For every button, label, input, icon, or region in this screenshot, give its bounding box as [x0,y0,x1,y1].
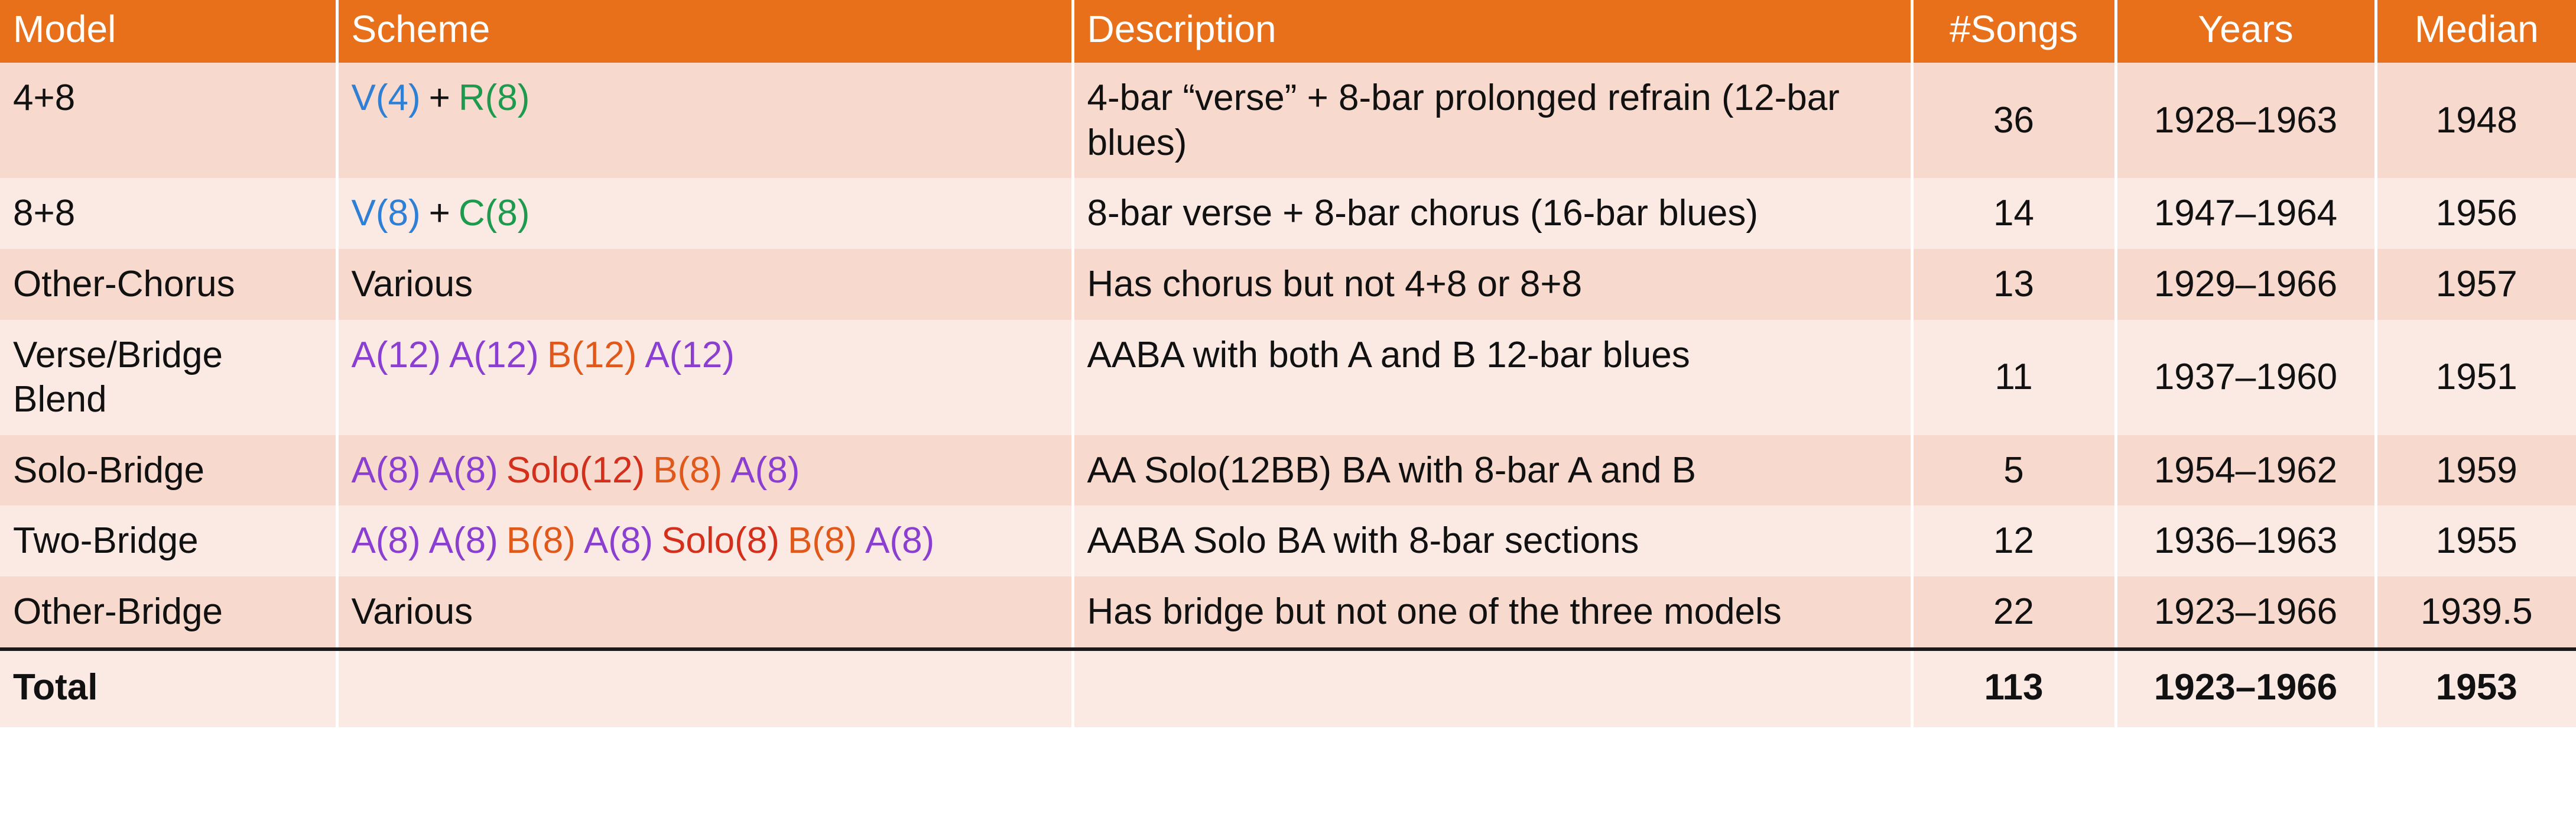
cell-years: 1947–1964 [2116,178,2376,249]
cell-median: 1939.5 [2376,576,2576,649]
scheme-token: A(8) [730,449,800,491]
table-body [0,63,2576,727]
scheme-token-list [352,193,530,234]
column-header-scheme: Scheme [337,0,1073,63]
cell-songs: 36 [1912,63,2116,178]
scheme-token-list [352,335,735,375]
cell-median: 1955 [2376,506,2576,576]
cell-years: 1923–1966 [2116,576,2376,649]
scheme-token: A(8) [428,449,498,491]
scheme-token: B(12) [547,334,637,375]
table-row [0,506,2576,576]
cell-description: AABA with both A and B 12-bar blues [1073,320,1912,435]
column-header-model: Model [0,0,337,63]
total-description [1073,649,1912,728]
column-header-median: Median [2376,0,2576,63]
cell-scheme [337,63,1073,178]
cell-songs: 11 [1912,320,2116,435]
scheme-token: Solo(8) [661,520,779,562]
cell-median: 1957 [2376,249,2576,320]
header-row [0,0,2576,63]
scheme-plain-text: Various [351,591,473,632]
cell-years: 1954–1962 [2116,435,2376,506]
cell-median: 1959 [2376,435,2576,506]
cell-scheme [337,435,1073,506]
scheme-token: A(8) [428,520,498,562]
scheme-plain-text: Various [351,263,473,304]
table-row [0,576,2576,649]
cell-description: Has chorus but not 4+8 or 8+8 [1073,249,1912,320]
cell-description: 8-bar verse + 8-bar chorus (16-bar blues) [1073,178,1912,249]
table-row [0,63,2576,178]
cell-scheme [337,576,1073,649]
cell-model: 8+8 [0,178,337,249]
cell-model: Solo-Bridge [0,435,337,506]
cell-description: AA Solo(12BB) BA with 8-bar A and B [1073,435,1912,506]
scheme-token: A(12) [645,334,735,375]
table-header [0,0,2576,63]
scheme-token: B(8) [787,520,857,562]
scheme-token: A(12) [449,334,539,375]
scheme-token: + [428,193,450,234]
cell-scheme [337,506,1073,576]
total-label: Total [0,649,337,728]
scheme-token: V(8) [351,193,421,234]
column-header-songs: #Songs [1912,0,2116,63]
table-row [0,435,2576,506]
scheme-token: A(12) [351,334,441,375]
cell-songs: 5 [1912,435,2116,506]
scheme-token: V(4) [351,77,421,118]
cell-model: Other-Bridge [0,576,337,649]
scheme-token: B(8) [506,520,576,562]
cell-years: 1936–1963 [2116,506,2376,576]
total-songs: 113 [1912,649,2116,728]
cell-songs: 22 [1912,576,2116,649]
scheme-token-list [352,450,800,491]
cell-scheme [337,320,1073,435]
cell-songs: 13 [1912,249,2116,320]
cell-model: Two-Bridge [0,506,337,576]
cell-description: Has bridge but not one of the three models [1073,576,1912,649]
cell-model: Verse/Bridge Blend [0,320,337,435]
cell-scheme [337,249,1073,320]
scheme-token: B(8) [653,449,723,491]
table-row [0,249,2576,320]
cell-description: AABA Solo BA with 8-bar sections [1073,506,1912,576]
cell-years: 1928–1963 [2116,63,2376,178]
scheme-token: C(8) [458,193,530,234]
cell-years: 1937–1960 [2116,320,2376,435]
cell-median: 1948 [2376,63,2576,178]
scheme-token: Solo(12) [506,449,645,491]
cell-model: Other-Chorus [0,249,337,320]
scheme-token: R(8) [458,77,530,118]
total-scheme [337,649,1073,728]
cell-median: 1956 [2376,178,2576,249]
scheme-token: A(8) [351,520,421,562]
scheme-token: A(8) [351,449,421,491]
cell-songs: 12 [1912,506,2116,576]
scheme-token: A(8) [583,520,654,562]
table-row [0,178,2576,249]
scheme-token-list [352,77,530,118]
cell-description: 4-bar “verse” + 8-bar prolonged refrain (12-bar blues) [1073,63,1912,178]
cell-scheme [337,178,1073,249]
cell-model: 4+8 [0,63,337,178]
column-header-years: Years [2116,0,2376,63]
cell-songs: 14 [1912,178,2116,249]
column-header-description: Description [1073,0,1912,63]
table-total-row [0,649,2576,728]
scheme-token: + [428,77,450,118]
cell-median: 1951 [2376,320,2576,435]
scheme-token-list [352,520,935,561]
total-years: 1923–1966 [2116,649,2376,728]
scheme-token: A(8) [865,520,935,562]
table-row [0,320,2576,435]
cell-years: 1929–1966 [2116,249,2376,320]
total-median: 1953 [2376,649,2576,728]
